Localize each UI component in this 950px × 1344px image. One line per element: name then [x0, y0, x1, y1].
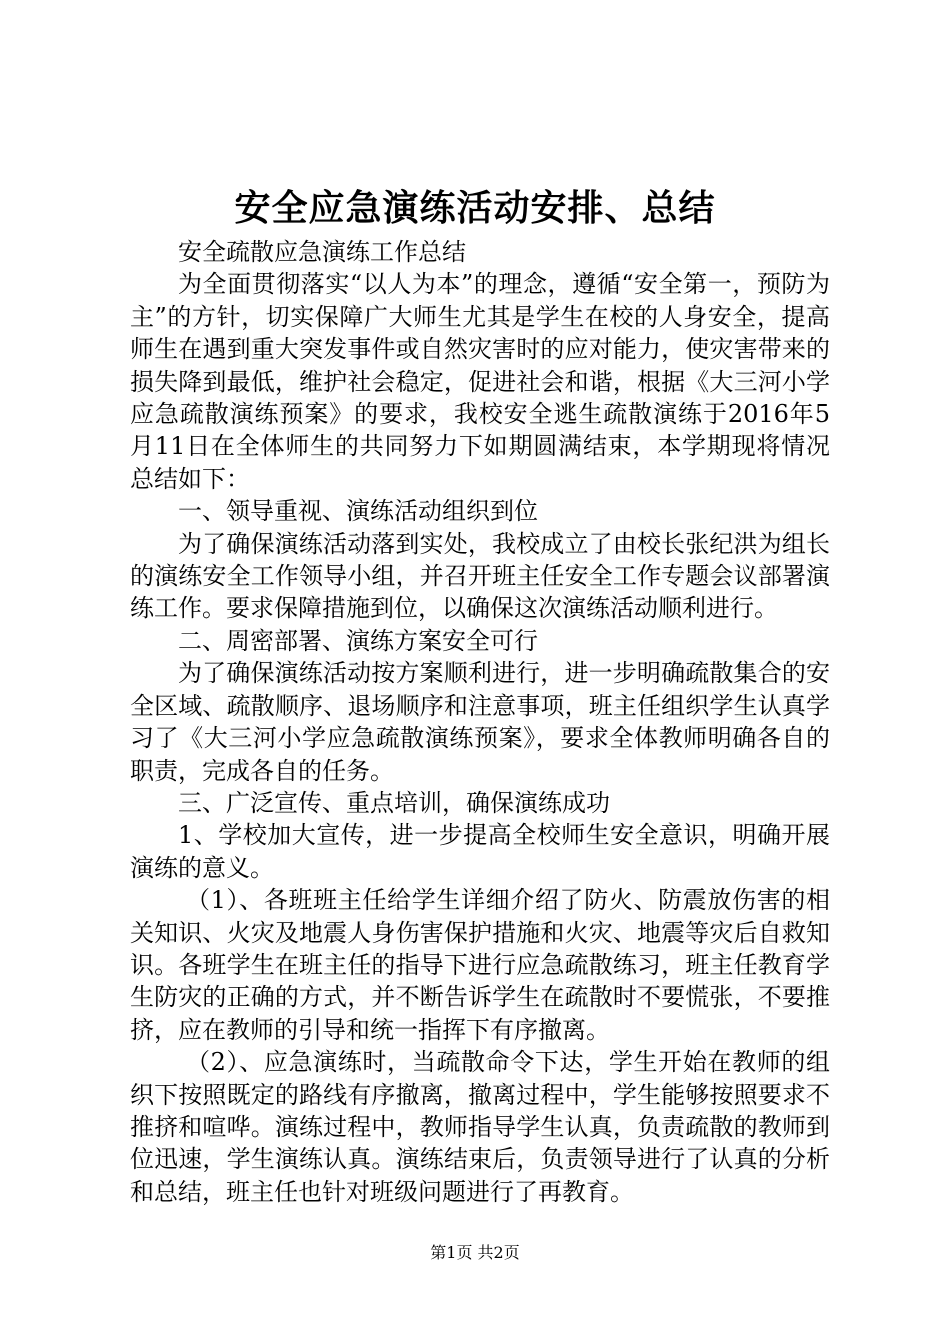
document-body — [130, 236, 830, 1208]
section-heading-3: 三、广泛宣传、重点培训，确保演练成功 — [178, 788, 610, 817]
section-heading-2: 二、周密部署、演练方案安全可行 — [178, 626, 538, 655]
section-1-paragraph: 为了确保演练活动落到实处，我校成立了由校长张纪洪为组长的演练安全工作领导小组，并召开班主任安全工作专题会议部署演练工作。要求保障措施到位，以确保这次演练活动顺利进行。 — [130, 529, 830, 623]
section-3-item-1: 1、学校加大宣传，进一步提高全校师生安全意识，明确开展演练的意义。 — [130, 821, 830, 882]
document-title: 安全应急演练活动安排、总结 — [234, 187, 716, 229]
section-heading-1: 一、领导重视、演练活动组织到位 — [178, 497, 538, 526]
intro-paragraph: 为全面贯彻落实“以人为本”的理念，遵循“安全第一，预防为主”的方针，切实保障广大师生尤其是学生在校的人身安全，提高师生在遇到重大突发事件或自然灾害时的应对能力，使灾害带来的损失降到最低，维护社会稳定，促进社会和谐，根据《大三河小学应急疏散演练预案》的要求，我校安全逃生疏散演练于2016年5月11日在全体师生的共同努力下如期圆满结束，本学期现将情况总结如下： — [130, 270, 830, 493]
page-footer: 第1页 共2页 — [430, 1243, 520, 1262]
section-3-subitem-2: （2）、应急演练时，当疏散命令下达，学生开始在教师的组织下按照既定的路线有序撤离，撤离过程中，学生能够按照要求不推挤和喧哗。演练过程中，教师指导学生认真，负责疏散的教师到位迅速，学生演练认真。演练结束后，负责领导进行了认真的分析和总结，班主任也针对班级问题进行了再教育。 — [130, 1048, 830, 1206]
section-3-subitem-1: （1）、各班班主任给学生详细介绍了防火、防震放伤害的相关知识、火灾及地震人身伤害保护措施和火灾、地震等灾后自救知识。各班学生在班主任的指导下进行应急疏散练习，班主任教育学生防灾的正确的方式，并不断告诉学生在疏散时不要慌张，不要推挤，应在教师的引导和统一指挥下有序撤离。 — [130, 886, 830, 1044]
section-2-paragraph: 为了确保演练活动按方案顺利进行，进一步明确疏散集合的安全区域、疏散顺序、退场顺序和注意事项，班主任组织学生认真学习了《大三河小学应急疏散演练预案》，要求全体教师明确各自的职责，完成各自的任务。 — [130, 659, 830, 785]
subtitle-paragraph: 安全疏散应急演练工作总结 — [178, 238, 466, 266]
